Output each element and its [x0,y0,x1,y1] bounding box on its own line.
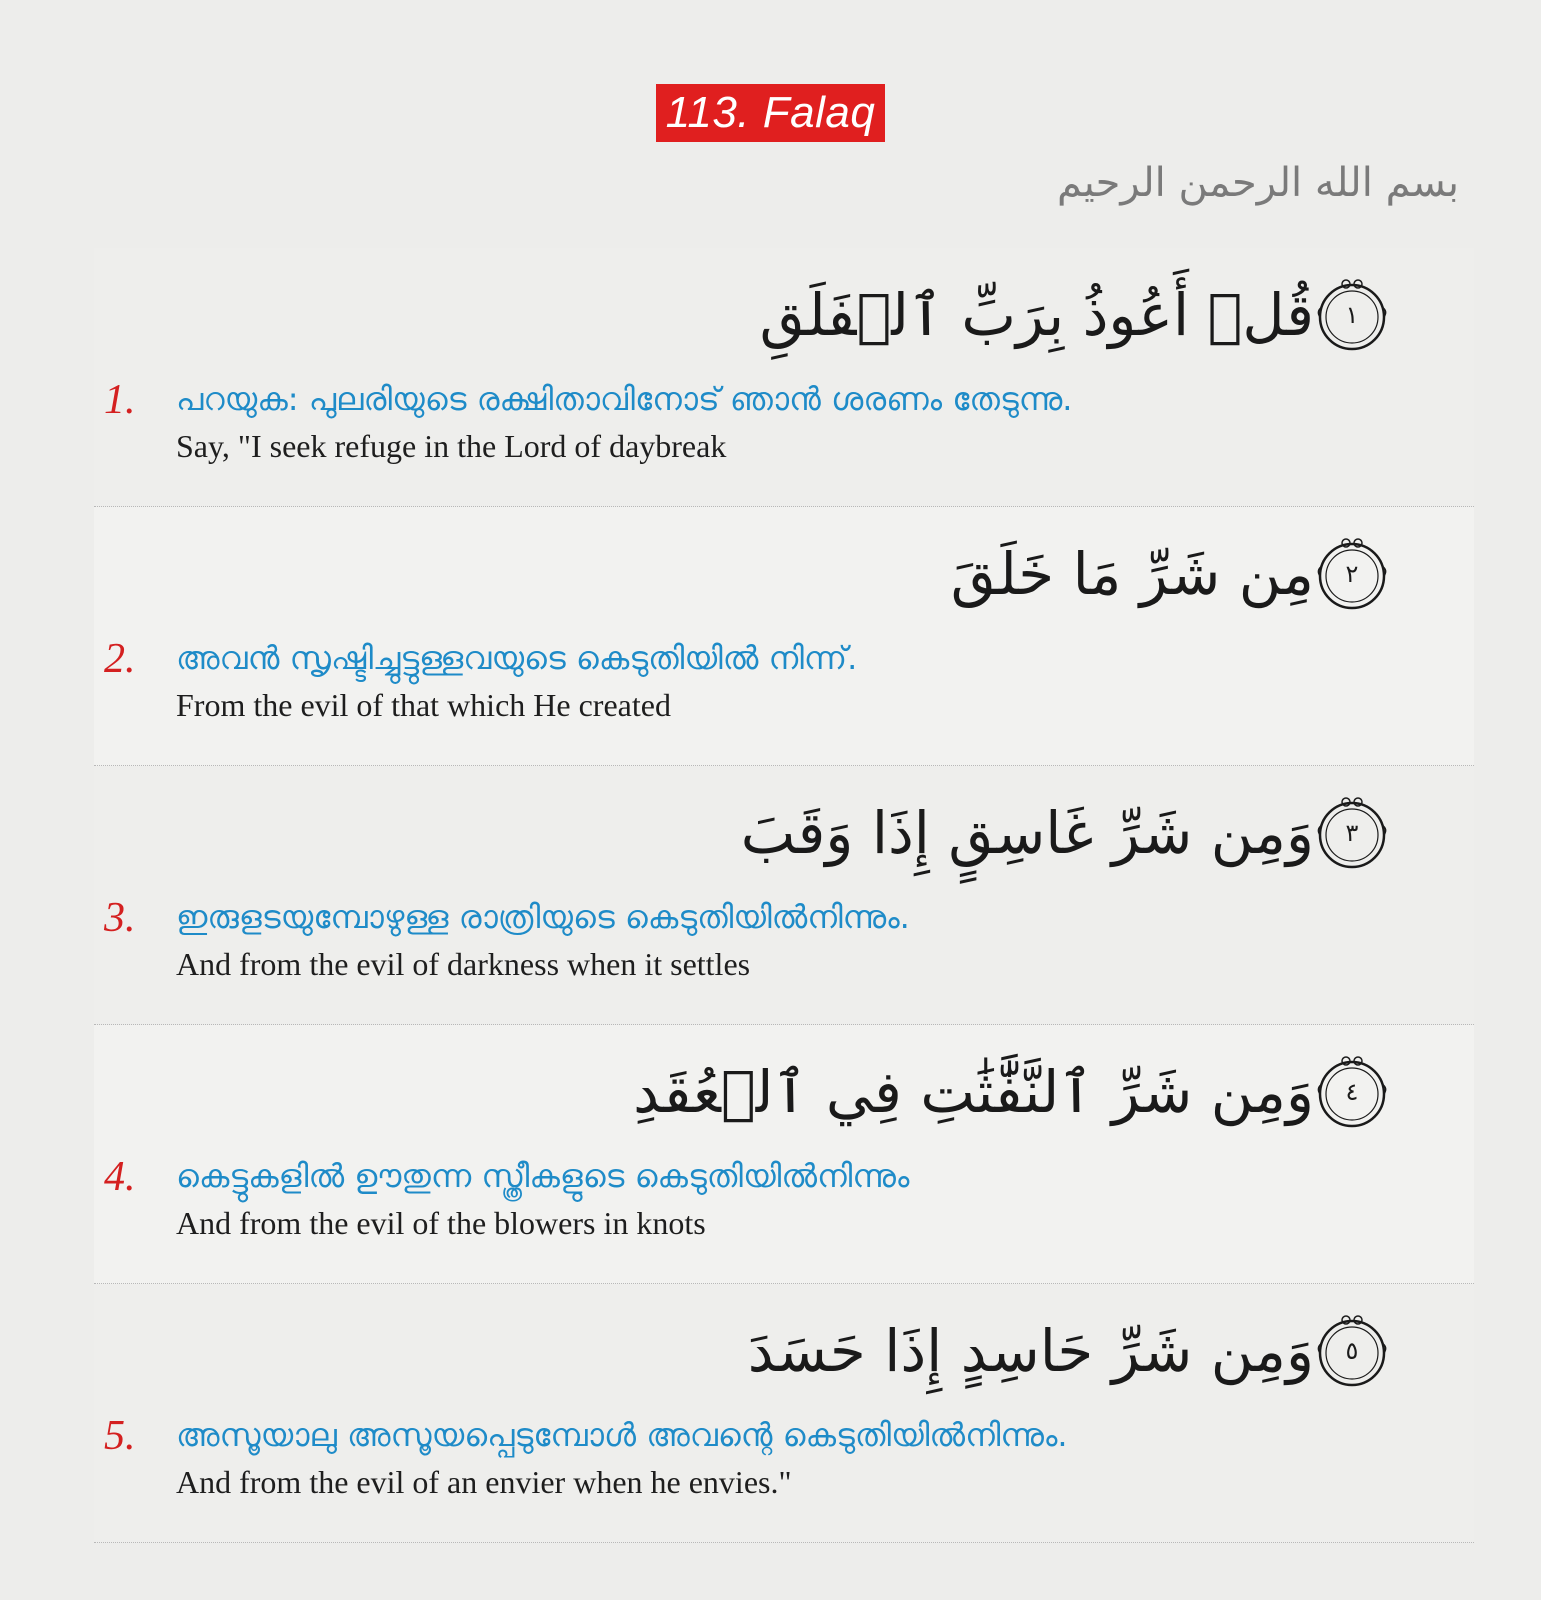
ayah-end-marker-icon [1314,277,1390,353]
arabic-verse-text: وَمِن شَرِّ حَاسِدٍ إِذَا حَسَدَ [747,1317,1314,1385]
verse-list [94,248,1474,1543]
verse-number: 3. [104,895,136,941]
ayah-end-marker-icon [1314,1313,1390,1389]
surah-title: 113. Falaq [656,84,886,142]
malayalam-translation: കെട്ടുകളില്‍ ഊതുന്ന സ്ത്രീകളുടെ കെടുതിയില്‍നിന്നും [176,1157,910,1195]
arabic-verse-text: وَمِن شَرِّ غَاسِقٍ إِذَا وَقَبَ [740,799,1314,867]
english-translation: From the evil of that which He created [176,687,671,723]
ayah-marker-number: ٢ [1345,560,1359,588]
arabic-line [741,788,1414,878]
ayah-marker-number: ٤ [1345,1078,1359,1106]
verse-number: 1. [104,377,136,423]
verse-block-2 [94,507,1474,766]
verse-number: 4. [104,1154,136,1200]
arabic-line [633,1047,1414,1137]
ayah-end-marker-icon [1314,1054,1390,1130]
malayalam-translation: അസൂയാലു അസൂയപ്പെടുമ്പോള്‍ അവന്റെ കെടുതിയില്‍നിന്നും. [176,1416,1068,1454]
verse-number: 2. [104,636,136,682]
english-translation: And from the evil of darkness when it settles [176,946,751,982]
malayalam-translation: അവന്‍ സൃഷ്ടിച്ചുട്ടുള്ളവയുടെ കെടുതിയില്‍ നിന്ന്. [176,639,858,677]
arabic-verse-text: مِن شَرِّ مَا خَلَقَ [950,540,1314,608]
english-translation: Say, "I seek refuge in the Lord of daybreak [176,428,727,464]
ayah-end-marker-icon [1314,795,1390,871]
malayalam-translation: പറയുക: പുലരിയുടെ രക്ഷിതാവിനോട് ഞാന്‍ ശരണം തേടുന്നു. [176,380,1073,418]
english-translation: And from the evil of the blowers in knots [176,1205,706,1241]
arabic-line [951,529,1414,619]
arabic-line [760,270,1414,360]
arabic-verse-text: وَمِن شَرِّ ٱلنَّفَّٰثَٰتِ فِي ٱلۡعُقَدِ [633,1058,1314,1126]
verse-block-4 [94,1025,1474,1284]
title-wrapper [0,84,1541,142]
ayah-marker-number: ٣ [1345,819,1359,847]
arabic-line [748,1306,1414,1396]
malayalam-translation: ഇരുളടയുമ്പോഴുള്ള രാത്രിയുടെ കെടുതിയില്‍നിന്നും. [176,898,910,936]
basmala: بسم الله الرحمن الرحيم [1056,160,1459,206]
english-translation: And from the evil of an envier when he envies." [176,1464,792,1500]
verse-block-3 [94,766,1474,1025]
verse-block-5 [94,1284,1474,1543]
ayah-end-marker-icon [1314,536,1390,612]
verse-block-1 [94,248,1474,507]
verse-number: 5. [104,1413,136,1459]
ayah-marker-number: ٥ [1345,1337,1359,1365]
ayah-marker-number: ١ [1345,301,1359,329]
arabic-verse-text: قُلۡ أَعُوذُ بِرَبِّ ٱلۡفَلَقِ [759,281,1314,349]
